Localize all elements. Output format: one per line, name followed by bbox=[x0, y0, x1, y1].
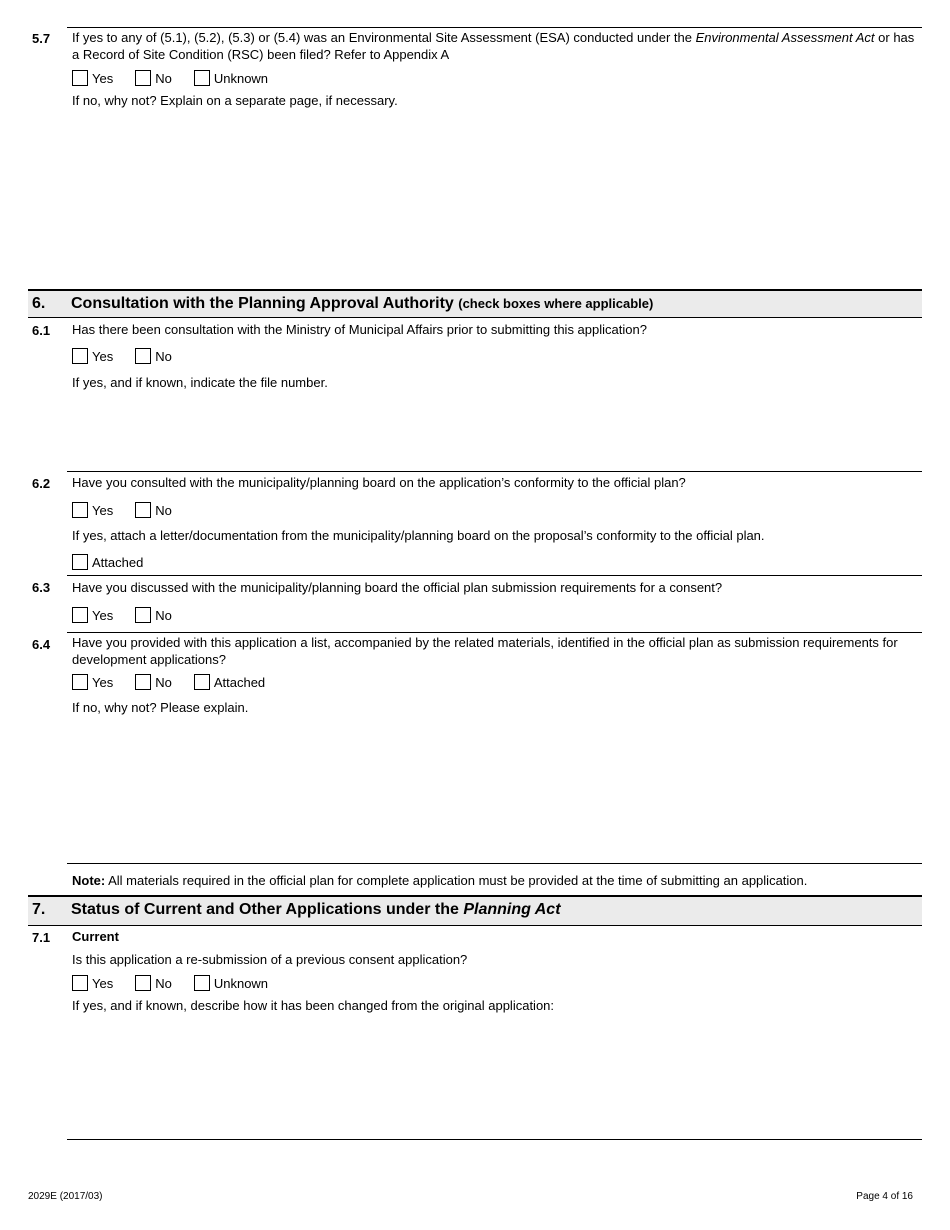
options-5-7 bbox=[72, 69, 290, 87]
section-7-number: 7. bbox=[32, 901, 46, 918]
followup-6-4: If no, why not? Please explain. bbox=[72, 700, 249, 715]
options-7-1 bbox=[72, 974, 290, 992]
options-6-2 bbox=[72, 501, 194, 519]
form-id: 2029E (2017/03) bbox=[28, 1191, 103, 1202]
page-number: Page 4 of 16 bbox=[856, 1191, 913, 1202]
question-6-4-text: Have you provided with this application a list, accompanied by the related materials, identified in the official plan as submission requirements for development applications? bbox=[72, 635, 898, 667]
question-5-7-text: If yes to any of (5.1), (5.2), (5.3) or (5.4) was an Environmental Site Assessment (ESA) conducted under the Environmental Assessment Act or has a Record of Site Condition (RSC) been filed? Refer to Appendix A bbox=[72, 30, 915, 62]
section-7-title: Status of Current and Other Applications under the Planning Act bbox=[71, 901, 561, 918]
rule-7-1-bottom bbox=[67, 1139, 922, 1140]
question-number-6-4: 6.4 bbox=[32, 637, 51, 652]
question-6-3-text: Have you discussed with the municipality/planning board the official plan submission requirements for a consent? bbox=[72, 580, 723, 595]
rule-6-2-top bbox=[67, 471, 922, 472]
checkbox-6-2-attached[interactable]: Attached bbox=[72, 554, 143, 570]
question-number-6-2: 6.2 bbox=[32, 476, 51, 491]
checkbox-7-1-unknown[interactable]: Unknown bbox=[194, 975, 268, 991]
checkbox-6-1-yes[interactable]: Yes bbox=[72, 348, 113, 364]
answer-area-5-7[interactable] bbox=[72, 112, 920, 282]
checkbox-5-7-no[interactable]: No bbox=[135, 70, 172, 86]
answer-area-7-1[interactable] bbox=[72, 1017, 920, 1135]
followup-7-1: If yes, and if known, describe how it has been changed from the original application: bbox=[72, 998, 555, 1013]
question-number-6-3: 6.3 bbox=[32, 580, 51, 595]
checkbox-6-4-yes[interactable]: Yes bbox=[72, 674, 113, 690]
options-6-1 bbox=[72, 347, 194, 365]
answer-area-6-1[interactable] bbox=[72, 394, 920, 468]
question-7-1-heading: Current bbox=[72, 929, 119, 944]
checkbox-6-2-yes[interactable]: Yes bbox=[72, 502, 113, 518]
checkbox-6-3-no[interactable]: No bbox=[135, 607, 172, 623]
rule-6-4-top bbox=[67, 632, 922, 633]
rule-5-7-top bbox=[67, 27, 922, 28]
rule-6-3-top bbox=[67, 575, 922, 576]
answer-area-6-4[interactable] bbox=[72, 719, 920, 859]
question-number-6-1: 6.1 bbox=[32, 323, 51, 338]
checkbox-6-4-attached[interactable]: Attached bbox=[194, 674, 265, 690]
checkbox-6-2-no[interactable]: No bbox=[135, 502, 172, 518]
section-6-number: 6. bbox=[32, 295, 46, 312]
question-7-1-text: Is this application a re-submission of a previous consent application? bbox=[72, 952, 468, 967]
question-number-7-1: 7.1 bbox=[32, 930, 51, 945]
checkbox-5-7-unknown[interactable]: Unknown bbox=[194, 70, 268, 86]
checkbox-7-1-yes[interactable]: Yes bbox=[72, 975, 113, 991]
checkbox-6-4-no[interactable]: No bbox=[135, 674, 172, 690]
checkbox-6-3-yes[interactable]: Yes bbox=[72, 607, 113, 623]
options-6-2-attached bbox=[72, 553, 165, 571]
checkbox-6-1-no[interactable]: No bbox=[135, 348, 172, 364]
question-6-1-text: Has there been consultation with the Ministry of Municipal Affairs prior to submitting this application? bbox=[72, 322, 647, 337]
followup-5-7: If no, why not? Explain on a separate page, if necessary. bbox=[72, 93, 398, 108]
section-6-title: Consultation with the Planning Approval Authority (check boxes where applicable) bbox=[71, 295, 654, 312]
rule-note-top bbox=[67, 863, 922, 864]
question-number-5-7: 5.7 bbox=[32, 31, 51, 46]
note: Note: All materials required in the official plan for complete application must be provided at the time of submitting an application. bbox=[72, 873, 808, 888]
followup-6-2: If yes, attach a letter/documentation from the municipality/planning board on the proposal’s conformity to the official plan. bbox=[72, 528, 765, 543]
section-6-header bbox=[28, 289, 922, 318]
question-6-2-text: Have you consulted with the municipality/planning board on the application’s conformity to the official plan? bbox=[72, 475, 686, 490]
options-6-3 bbox=[72, 606, 194, 624]
section-7-header bbox=[28, 895, 922, 926]
checkbox-7-1-no[interactable]: No bbox=[135, 975, 172, 991]
followup-6-1: If yes, and if known, indicate the file number. bbox=[72, 375, 328, 390]
options-6-4 bbox=[72, 673, 287, 691]
checkbox-5-7-yes[interactable]: Yes bbox=[72, 70, 113, 86]
